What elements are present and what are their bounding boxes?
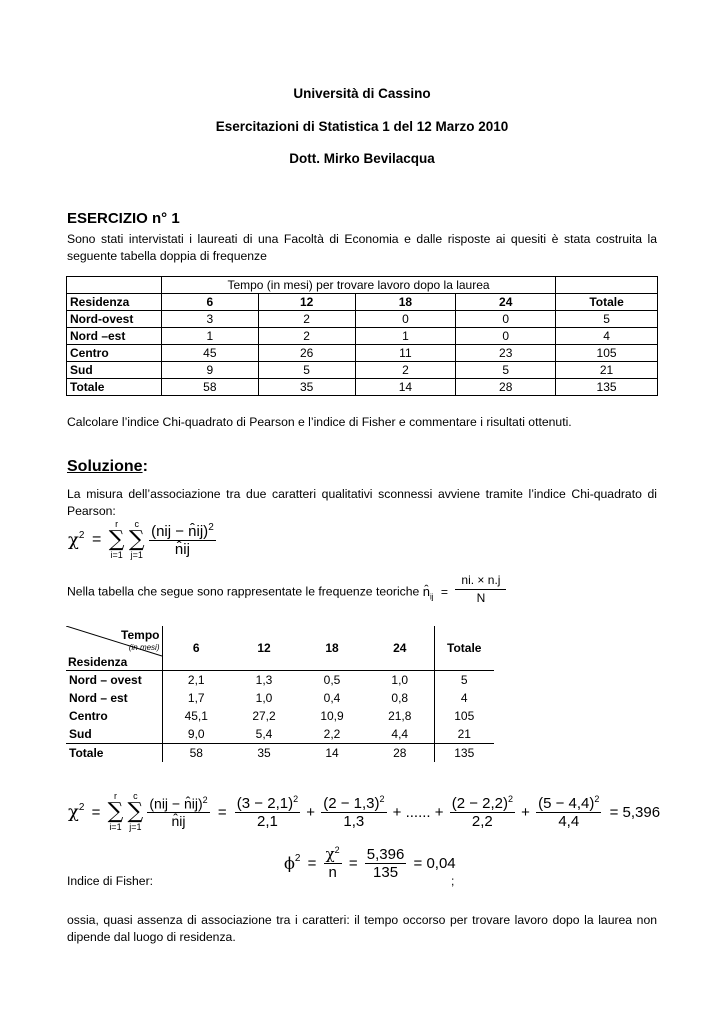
chi-symbol: χ: [325, 845, 335, 863]
exercise-intro: Sono stati intervistati i laureati di una Facoltà di Economia e dalle risposte ai quesiti è stata costruita la seguente tabella doppia di frequenze: [67, 232, 657, 263]
frequency-table: [66, 276, 658, 396]
cell: 4,4: [366, 725, 434, 744]
row-label: Sud: [67, 362, 162, 379]
exponent: 2: [202, 795, 208, 806]
cell: 1,3: [255, 673, 273, 687]
sum-upper: c: [133, 791, 138, 801]
cell: 4: [556, 328, 658, 345]
fisher-label: Indice di Fisher:: [67, 874, 154, 888]
cell: 26: [258, 345, 355, 362]
cell: 10,9: [320, 709, 344, 723]
cell: 5: [460, 673, 468, 687]
exponent: 2: [379, 794, 385, 804]
table-row: [66, 671, 494, 690]
col-header: Totale: [434, 626, 494, 671]
numerator: [149, 522, 216, 541]
numerator: [321, 794, 386, 813]
cell: 135: [556, 379, 658, 396]
exponent: 2: [208, 522, 214, 533]
cell: 45,1: [184, 709, 208, 723]
nhat-symbol: [422, 583, 434, 602]
cell: 27,2: [252, 709, 276, 723]
ellipsis: + ...... +: [392, 803, 444, 821]
plus: +: [306, 803, 316, 821]
solution-colon: :: [142, 458, 148, 475]
plus: +: [521, 803, 530, 821]
table-row: [66, 744, 494, 763]
theoretical-line: [67, 573, 506, 607]
cell: 5: [258, 362, 355, 379]
row-label: Nord – ovest: [66, 671, 162, 690]
cell: 1: [161, 328, 258, 345]
corner-bottom: Residenza: [68, 655, 128, 669]
col-header: 24: [456, 294, 556, 311]
chi-square-formula: [68, 520, 216, 560]
sigma-icon: ∑: [107, 799, 124, 824]
chi-result: = 5,396: [609, 803, 661, 821]
course-title: Esercitazioni di Statistica 1 del 12 Marzo 2010: [215, 119, 509, 134]
col-header: 18: [355, 294, 456, 311]
numerator-text: (nij − n̂ij): [149, 795, 203, 812]
denominator: N: [476, 591, 486, 605]
col-header: 18: [298, 626, 366, 671]
cell: 105: [556, 345, 658, 362]
table-row: [67, 379, 658, 396]
nhat: n̂: [422, 583, 430, 599]
numerator-text: (nij − n̂ij): [151, 523, 209, 540]
cell: 21: [556, 362, 658, 379]
exponent: 2: [78, 801, 85, 813]
cell: 1: [355, 328, 456, 345]
cell: 35: [258, 379, 355, 396]
numerator: [147, 795, 209, 813]
chi-symbol: χ: [68, 801, 79, 823]
table-row: [67, 328, 658, 345]
corner-top: Tempo: [121, 628, 160, 642]
row-label: Nord-ovest: [67, 311, 162, 328]
cell: 58: [161, 379, 258, 396]
equals: =: [440, 584, 449, 599]
denominator: 2,2: [471, 813, 493, 830]
sigma-icon: ∑: [127, 799, 144, 824]
corner-cell: [66, 626, 162, 671]
denominator: n: [328, 864, 337, 881]
row-label: Centro: [67, 345, 162, 362]
sigma-icon: ∑: [128, 527, 145, 552]
cell: 2: [258, 311, 355, 328]
solution-title-text: Soluzione: [67, 458, 143, 475]
sum-lower: j=1: [129, 822, 142, 832]
university-title: Università di Cassino: [293, 86, 431, 101]
group-header: Tempo (in mesi) per trovare lavoro dopo la laurea: [161, 277, 555, 294]
numerator: [536, 794, 601, 813]
equals: =: [91, 531, 102, 548]
denominator: n̂ij: [174, 541, 190, 558]
table-row: [67, 345, 658, 362]
cell: 5: [556, 311, 658, 328]
numerator-text: (3 − 2,1): [236, 795, 294, 812]
cell: 2,1: [187, 673, 205, 687]
cell: 1,0: [366, 671, 434, 690]
term-fraction: [536, 794, 601, 830]
cell: 14: [325, 746, 339, 760]
cell: 2: [258, 328, 355, 345]
exponent: 2: [334, 845, 340, 855]
col-header: Residenza: [67, 294, 162, 311]
corner-cell: [67, 277, 162, 294]
theoretical-table: [66, 626, 494, 762]
cell: 23: [456, 345, 556, 362]
exercise-task: Calcolare l’indice Chi-quadrato di Pearson e l’indice di Fisher e commentare i risultati ottenuti.: [67, 415, 572, 429]
sigma-icon: ∑: [108, 527, 125, 552]
row-label: Nord – est: [66, 689, 162, 707]
row-label: Sud: [66, 725, 162, 744]
exponent: 2: [294, 852, 301, 864]
cell: 45: [161, 345, 258, 362]
fisher-fraction-2: [365, 846, 407, 881]
fisher-formula: [284, 845, 456, 881]
exercise-title: ESERCIZIO n° 1: [67, 210, 180, 227]
cell: 11: [355, 345, 456, 362]
col-header: 6: [162, 626, 230, 671]
sum-j: [127, 792, 143, 832]
semicolon: ;: [451, 874, 455, 888]
cell: 21,8: [366, 707, 434, 725]
numerator-text: (2 − 1,3): [323, 795, 380, 812]
corner-cell-right: [556, 277, 658, 294]
exponent: 2: [78, 529, 85, 541]
sum-i: [108, 792, 124, 832]
cell: 21: [434, 725, 494, 744]
numerator: [235, 794, 300, 813]
row-label: Totale: [66, 744, 162, 763]
cell: 0,5: [323, 673, 341, 687]
col-header: Totale: [556, 294, 658, 311]
cell: 0: [355, 311, 456, 328]
equals: =: [217, 803, 227, 821]
numerator-text: (5 − 4,4): [538, 795, 595, 812]
exponent: 2: [293, 794, 299, 804]
phi-symbol: ϕ: [284, 853, 295, 873]
general-fraction: [149, 522, 216, 558]
equals: =: [91, 803, 101, 821]
cell: 0: [456, 311, 556, 328]
denominator: 1,3: [343, 813, 365, 830]
sum-lower: j=1: [130, 550, 143, 560]
theoretical-fraction: [455, 572, 506, 607]
sum-i: [109, 520, 125, 560]
sum-upper: r: [115, 519, 119, 529]
table-row: [66, 689, 494, 707]
numerator: [450, 794, 515, 813]
cell: 4: [460, 691, 468, 705]
row-label: Totale: [67, 379, 162, 396]
term-fraction: [321, 794, 386, 830]
table-row: [67, 311, 658, 328]
denominator: 2,1: [257, 813, 278, 830]
term-fraction: [450, 794, 515, 830]
numerator-text: (2 − 2,2): [451, 795, 508, 812]
numerator: ni. × n.j: [455, 572, 506, 590]
numerator: 5,396: [366, 845, 405, 863]
cell: 105: [454, 709, 475, 723]
cell: 28: [366, 744, 434, 763]
theoretical-text: Nella tabella che segue sono rappresentate le frequenze teoriche: [67, 584, 420, 599]
table-row: [66, 707, 494, 725]
fisher-fraction-1: [324, 845, 342, 881]
equals: =: [307, 854, 317, 872]
cell: 2,2: [298, 725, 366, 744]
cell: 0,8: [366, 689, 434, 707]
solution-intro: La misura dell’associazione tra due caratteri qualitativi sconnessi avviene tramite l’indice Chi-quadrato di Pearson:: [67, 487, 657, 518]
cell: 5,4: [230, 725, 298, 744]
exponent: 2: [594, 794, 600, 804]
col-header: 24: [366, 626, 434, 671]
cell: 5: [456, 362, 556, 379]
denominator: n̂ij: [171, 812, 186, 829]
equals: =: [348, 854, 358, 872]
chi-symbol: χ: [68, 529, 79, 551]
cell: 2: [355, 362, 456, 379]
sum-upper: c: [134, 519, 140, 529]
general-fraction: [147, 795, 209, 829]
subscript: ij: [429, 592, 434, 602]
sum-lower: i=1: [110, 550, 123, 560]
corner-sub: (in mesi): [128, 643, 160, 652]
sum-lower: i=1: [109, 822, 122, 832]
cell: 1,7: [187, 691, 205, 705]
row-label: Nord –est: [67, 328, 162, 345]
cell: 0,4: [323, 691, 341, 705]
cell: 1,0: [255, 691, 273, 705]
cell: 58: [189, 746, 203, 760]
cell: 9: [161, 362, 258, 379]
table-row: [66, 725, 494, 744]
cell: 9,0: [162, 725, 230, 744]
sum-upper: r: [113, 791, 117, 801]
conclusion: ossia, quasi assenza di associazione tra i caratteri: il tempo occorso per trovare lavoro dopo la laurea non dipende dal luogo di residenza.: [67, 913, 657, 944]
cell: 28: [456, 379, 556, 396]
sum-j: [129, 520, 145, 560]
denominator: 4,4: [558, 813, 580, 830]
cell: 0: [456, 328, 556, 345]
col-header: 12: [258, 294, 355, 311]
numerator: [324, 845, 342, 864]
cell: 14: [355, 379, 456, 396]
row-label: Centro: [66, 707, 162, 725]
fisher-result: = 0,04: [413, 854, 456, 872]
exponent: 2: [507, 794, 513, 804]
cell: 35: [257, 746, 271, 760]
cell: 135: [454, 746, 475, 760]
term-fraction: [235, 794, 300, 830]
cell: 3: [161, 311, 258, 328]
author: Dott. Mirko Bevilacqua: [289, 151, 435, 166]
table-row: [67, 362, 658, 379]
denominator: 135: [373, 863, 399, 881]
col-header: 6: [161, 294, 258, 311]
solution-title: [67, 458, 148, 476]
col-header: 12: [230, 626, 298, 671]
chi-computation: [68, 792, 660, 832]
